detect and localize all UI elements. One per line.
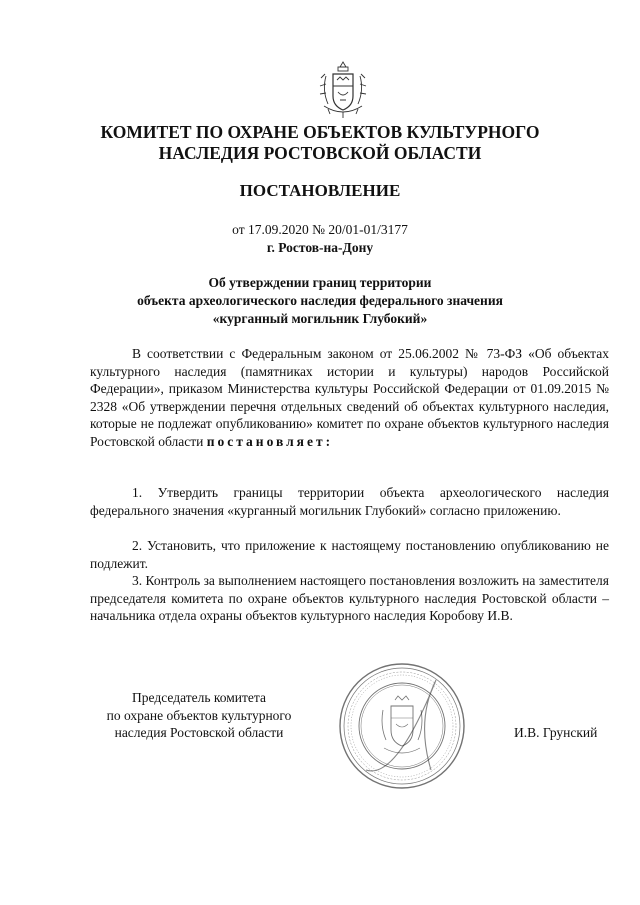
- signatory-position: [88, 689, 310, 742]
- position-line-3: наследия Ростовской области: [114, 725, 284, 741]
- org-line-1: КОМИТЕТ ПО ОХРАНЕ ОБЪЕКТОВ КУЛЬТУРНОГО: [100, 122, 540, 142]
- item-2: [90, 537, 609, 572]
- coat-of-arms-icon: [316, 60, 370, 120]
- resolves-keyword: постановляет:: [206, 433, 334, 449]
- position-line-1: Председатель комитета: [132, 690, 266, 705]
- preamble-text: В соответствии с Федеральным законом от 25.06.2002 № 73-ФЗ «Об объектах культурного наследия (памятниках истории и культуры) народов Российской Федерации», приказом Министерства культуры Российской Федерации от 01.09.2015 № 2328 «Об утверждении перечня отдельных сведений об объектах культурного наследия, которые не подлежат опубликованию» комитет по охране объектов культурного наследия Ростовской области: [90, 346, 609, 449]
- item-1: [90, 484, 609, 519]
- document-date-number: от 17.09.2020 № 20/01-01/3177: [232, 222, 408, 237]
- official-seal-icon: [336, 660, 468, 792]
- signatory-name: И.В. Грунский: [514, 725, 598, 740]
- document-title: ПОСТАНОВЛЕНИЕ: [239, 181, 401, 200]
- item-2-text: 2. Установить, что приложение к настоящему постановлению опубликованию не подлежит.: [90, 538, 609, 571]
- organization-name: [0, 122, 640, 164]
- document-date-block: [0, 221, 640, 257]
- org-line-2: НАСЛЕДИЯ РОСТОВСКОЙ ОБЛАСТИ: [158, 143, 482, 163]
- document-subject: [0, 274, 640, 328]
- subject-line-3: «курганный могильник Глубокий»: [212, 311, 428, 326]
- item-1-text: 1. Утвердить границы территории объекта археологического наследия федерального значения «курганный могильник Глубокий» согласно приложению.: [90, 485, 609, 518]
- subject-line-1: Об утверждении границ территории: [208, 275, 432, 290]
- document-city: г. Ростов-на-Дону: [266, 240, 374, 255]
- item-3: [90, 572, 609, 625]
- position-line-2: по охране объектов культурного: [106, 707, 292, 723]
- subject-line-2: объекта археологического наследия федерального значения: [137, 293, 503, 308]
- preamble-paragraph: [90, 345, 609, 451]
- item-3-text: 3. Контроль за выполнением настоящего постановления возложить на заместителя председателя комитета по охране объектов культурного наследия Ростовской области – начальника отдела охраны объектов культурного наследия Коробову И.В.: [90, 573, 609, 624]
